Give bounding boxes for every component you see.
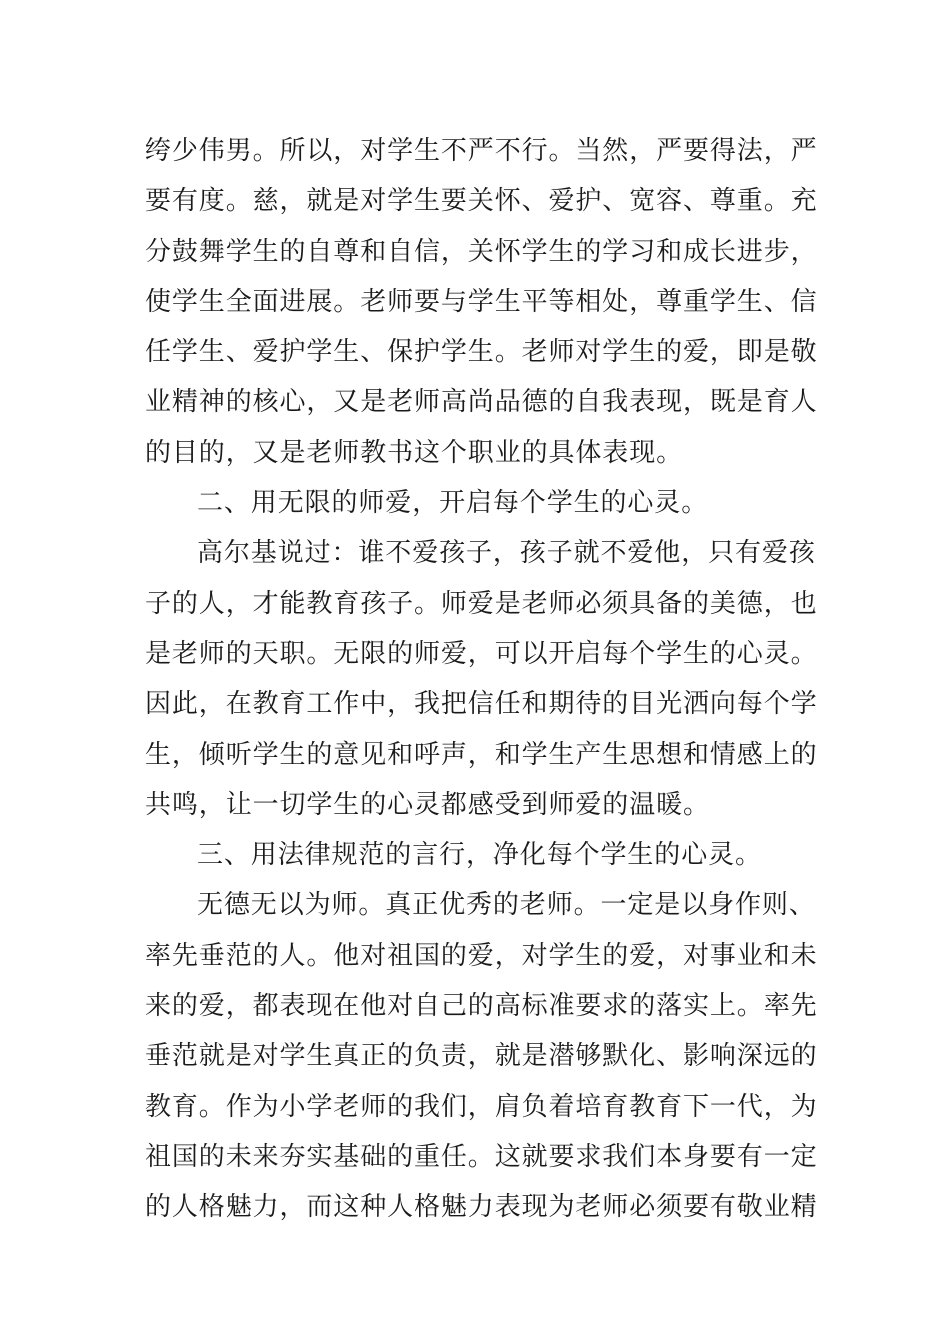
text-line: 因此，在教育工作中，我把信任和期待的目光洒向每个学 xyxy=(145,689,818,720)
text-line: 垂范就是对学生真正的负责，就是潜够默化、影响深远的 xyxy=(145,1041,818,1072)
text-line: 生，倾听学生的意见和呼声，和学生产生思想和情感上的 xyxy=(145,739,818,770)
text-line: 无德无以为师。真正优秀的老师。一定是以身作则、 xyxy=(197,890,816,921)
text-line: 分鼓舞学生的自尊和自信，关怀学生的学习和成长进步， xyxy=(145,236,818,267)
text-line: 来的爱，都表现在他对自己的高标准要求的落实上。率先 xyxy=(145,991,818,1022)
text-line: 任学生、爱护学生、保护学生。老师对学生的爱，即是敬 xyxy=(145,337,818,368)
text-line: 共鸣，让一切学生的心灵都感受到师爱的温暖。 xyxy=(145,789,710,820)
text-line: 率先垂范的人。他对祖国的爱，对学生的爱，对事业和未 xyxy=(145,940,818,971)
text-line: 绔少伟男。所以，对学生不严不行。当然，严要得法，严 xyxy=(145,136,818,166)
text-line: 教育。作为小学老师的我们，肩负着培育教育下一代，为 xyxy=(145,1091,818,1122)
text-line: 子的人，才能教育孩子。师爱是老师必须具备的美德，也 xyxy=(145,588,818,619)
text-line: 祖国的未来夯实基础的重任。这就要求我们本身要有一定 xyxy=(145,1141,818,1172)
text-line: 三、用法律规范的言行，净化每个学生的心灵。 xyxy=(197,840,762,871)
text-line: 二、用无限的师爱，开启每个学生的心灵。 xyxy=(197,488,709,519)
text-line: 高尔基说过：谁不爱孩子，孩子就不爱他，只有爱孩 xyxy=(197,538,816,569)
text-line: 要有度。慈，就是对学生要关怀、爱护、宽容、尊重。充 xyxy=(145,186,818,217)
text-line: 的目的，又是老师教书这个职业的具体表现。 xyxy=(145,437,684,468)
body-text xyxy=(145,126,818,1233)
text-line: 是老师的天职。无限的师爱，可以开启每个学生的心灵。 xyxy=(145,638,818,669)
text-line: 的人格魅力，而这种人格魅力表现为老师必须要有敬业精 xyxy=(145,1192,818,1223)
text-line: 使学生全面进展。老师要与学生平等相处，尊重学生、信 xyxy=(145,286,818,317)
text-line: 业精神的核心，又是老师高尚品德的自我表现，既是育人 xyxy=(145,387,818,418)
